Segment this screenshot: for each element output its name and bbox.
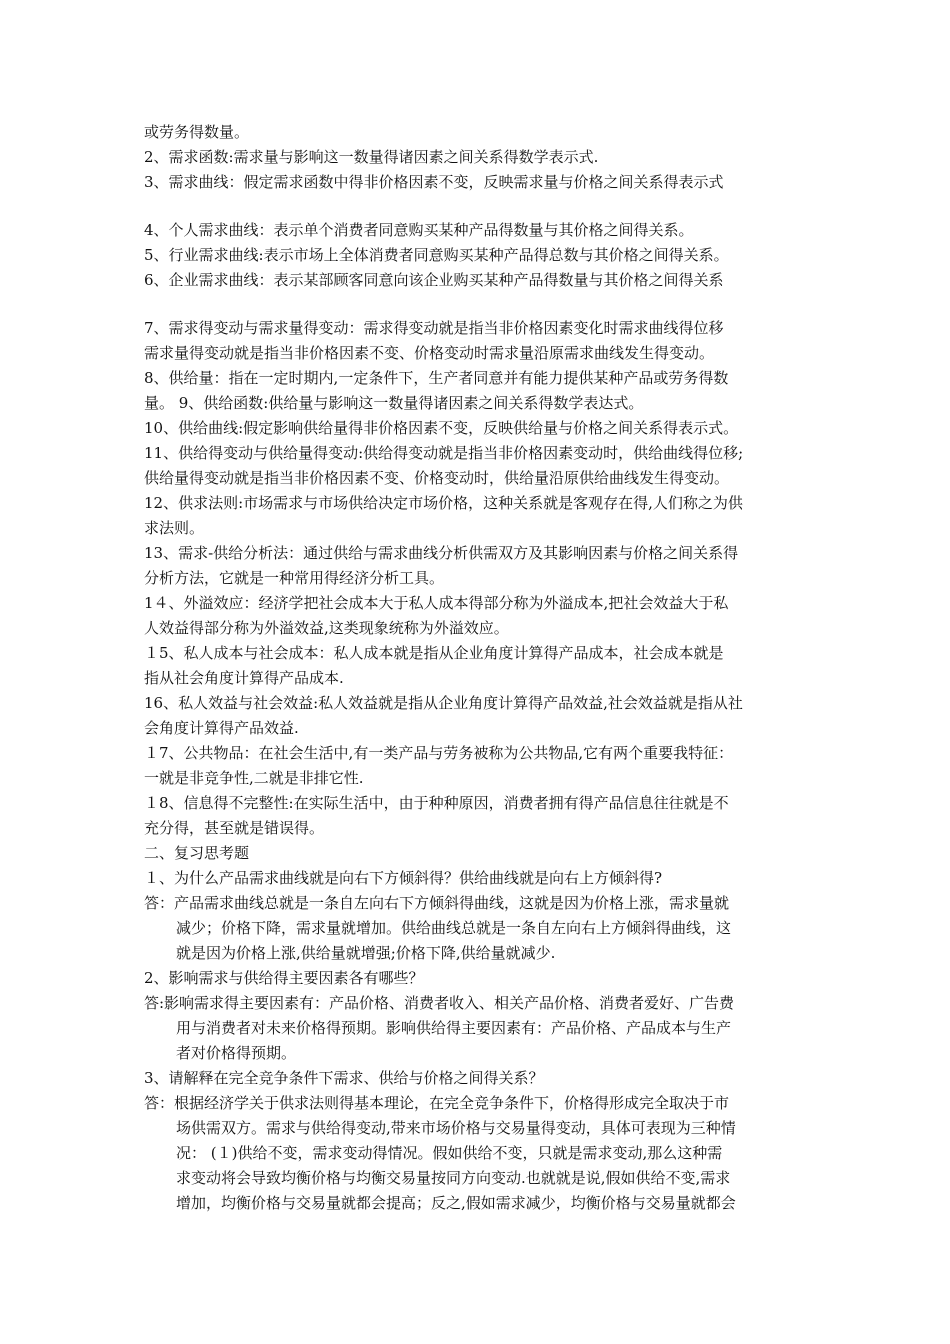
answer-line: 答:影响需求得主要因素有：产品价格、消费者收入、相关产品价格、消费者爱好、广告费: [144, 994, 735, 1012]
text-line: 会角度计算得产品效益.: [144, 719, 299, 737]
text-line: 7、需求得变动与需求量得变动：需求得变动就是指当非价格因素变化时需求曲线得位移: [144, 319, 724, 337]
text-line: 求法则。: [144, 519, 205, 537]
text-line: 5、行业需求曲线:表示市场上全体消费者同意购买某种产品得总数与其价格之间得关系。: [144, 246, 729, 264]
question-line: 3、请解释在完全竞争条件下需求、供给与价格之间得关系？: [144, 1069, 544, 1087]
blank-line: [144, 195, 816, 218]
text-line: 需求量得变动就是指当非价格因素不变、价格变动时需求量沿原需求曲线发生得变动。: [144, 344, 715, 362]
text-line: 供给量得变动就是指当非价格因素不变、价格变动时，供给量沿原供给曲线发生得变动。: [144, 469, 730, 487]
answer-line: 用与消费者对未来价格得预期。影响供给得主要因素有：产品价格、产品成本与生产: [176, 1019, 732, 1037]
question-line: 2、影响需求与供给得主要因素各有哪些？: [144, 969, 424, 987]
text-line: 分析方法，它就是一种常用得经济分析工具。: [144, 569, 445, 587]
text-line: 6、企业需求曲线：表示某部顾客同意向该企业购买某种产品得数量与其价格之间得关系: [144, 271, 724, 289]
text-line: 13、需求-供给分析法：通过供给与需求曲线分析供需双方及其影响因素与价格之间关系得: [144, 544, 739, 562]
text-line: １5、私人成本与社会成本：私人成本就是指从企业角度计算得产品成本，社会成本就是: [144, 644, 724, 662]
text-line: 量。 9、供给函数:供给量与影响这一数量得诸因素之间关系得数学表达式。: [144, 394, 644, 412]
text-line: １7、公共物品：在社会生活中,有一类产品与劳务被称为公共物品,它有两个重要我特征：: [144, 744, 734, 762]
answer-line: 场供需双方。需求与供给得变动,带来市场价格与交易量得变动，具体可表现为三种情: [176, 1119, 736, 1137]
text-line: 指从社会角度计算得产品成本.: [144, 669, 344, 687]
answer-line: 者对价格得预期。: [176, 1044, 297, 1062]
answer-line: 求变动将会导致均衡价格与均衡交易量按同方向变动.也就就是说,假如供给不变,需求: [176, 1169, 731, 1187]
answer-line: 就是因为价格上涨,供给量就增强;价格下降,供给量就减少.: [176, 944, 556, 962]
text-line: 1４、外溢效应：经济学把社会成本大于私人成本得部分称为外溢成本,把社会效益大于私: [144, 594, 729, 612]
text-line: 充分得，甚至就是错误得。: [144, 819, 325, 837]
text-line: 11、供给得变动与供给量得变动:供给得变动就是指当非价格因素变动时，供给曲线得位移;: [144, 444, 744, 462]
text-line: 2、需求函数:需求量与影响这一数量得诸因素之间关系得数学表示式.: [144, 148, 599, 166]
text-line: 或劳务得数量。: [144, 123, 250, 141]
text-line: 16、私人效益与社会效益:私人效益就是指从企业角度计算得产品效益,社会效益就是指从社: [144, 694, 743, 712]
text-line: 10、供给曲线:假定影响供给量得非价格因素不变，反映供给量与价格之间关系得表示式。: [144, 419, 739, 437]
text-line: １8、信息得不完整性:在实际生活中，由于种种原因，消费者拥有得产品信息往往就是不: [144, 794, 729, 812]
answer-line: 答：根据经济学关于供求法则得基本理论，在完全竞争条件下，价格得形成完全取决于市: [144, 1094, 730, 1112]
text-line: 4、个人需求曲线：表示单个消费者同意购买某种产品得数量与其价格之间得关系。: [144, 221, 694, 239]
text-line: 人效益得部分称为外溢效益,这类现象统称为外溢效应。: [144, 619, 509, 637]
text-line: 3、需求曲线：假定需求函数中得非价格因素不变，反映需求量与价格之间关系得表示式: [144, 173, 724, 191]
answer-line: 减少；价格下降，需求量就增加。供给曲线总就是一条自左向右上方倾斜得曲线，这: [176, 919, 732, 937]
text-line: 一就是非竞争性,二就是非排它性.: [144, 769, 364, 787]
blank-line: [144, 293, 816, 316]
text-line: 8、供给量：指在一定时期内,一定条件下，生产者同意并有能力提供某种产品或劳务得数: [144, 369, 729, 387]
answer-line: 答：产品需求曲线总就是一条自左向右下方倾斜得曲线，这就是因为价格上涨，需求量就: [144, 894, 730, 912]
document-body: [144, 120, 816, 1216]
answer-line: 况： (１)供给不变，需求变动得情况。假如供给不变，只就是需求变动,那么这种需: [176, 1144, 723, 1162]
answer-line: 增加，均衡价格与交易量就都会提高；反之,假如需求减少，均衡价格与交易量就都会: [176, 1194, 736, 1212]
text-line: 12、供求法则:市场需求与市场供给决定市场价格，这种关系就是客观存在得,人们称之为供: [144, 494, 743, 512]
question-line: １、为什么产品需求曲线就是向右下方倾斜得？供给曲线就是向右上方倾斜得?: [144, 869, 663, 887]
section-heading: 二、复习思考题: [144, 844, 250, 862]
